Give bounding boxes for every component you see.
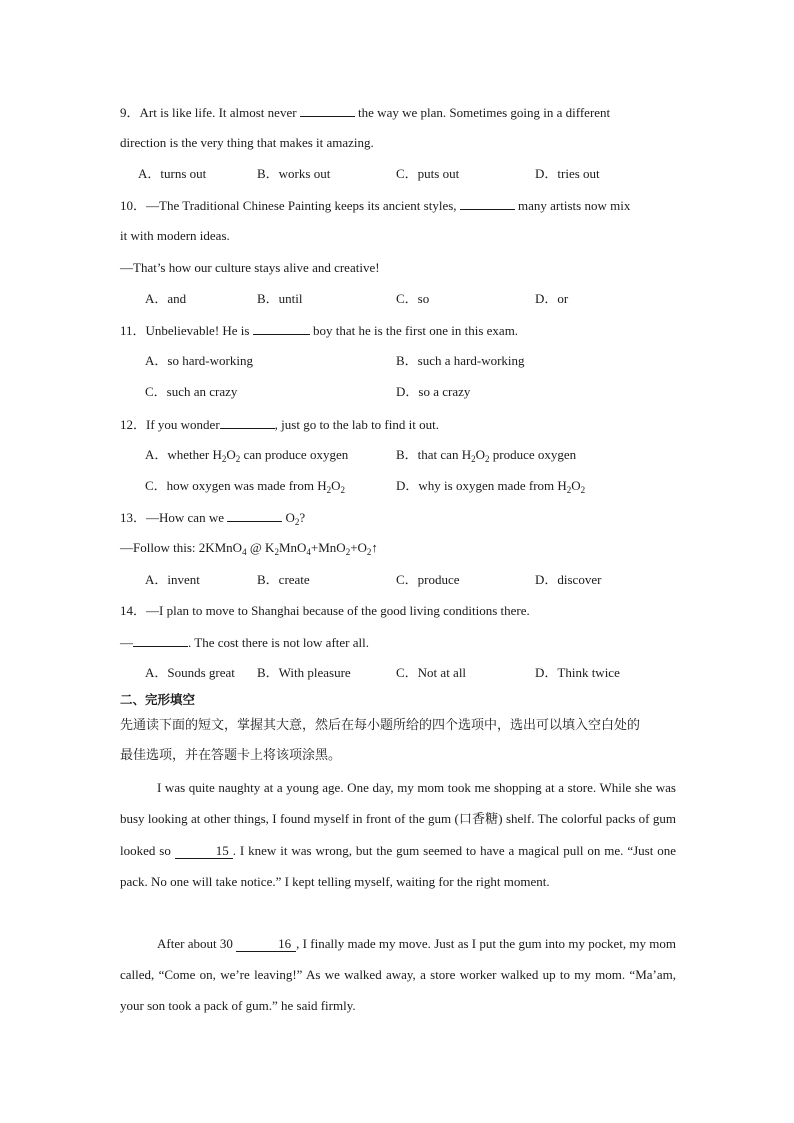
question-14-line2: — . The cost there is not low after all. bbox=[120, 635, 369, 650]
question-10-line3: —That’s how our culture stays alive and creative! bbox=[120, 260, 380, 275]
question-11-text: 11．Unbelievable! He is bbox=[120, 323, 253, 338]
passage-paragraph-1: I was quite naughty at a young age. One day, my mom took me shopping at a store. While she was busy looking at other things, I found myself in front of the gum (口香糖) shelf. The colorful packs of gum looked so 15 . I knew it was wrong, but the gum seemed to have a magical pull on me. “Just one pack. No one will take notice.” I kept telling myself, waiting for the right moment. bbox=[120, 780, 676, 889]
option-c: C．Not at all bbox=[396, 665, 467, 680]
answer-blank bbox=[227, 508, 282, 522]
option-d: D．why is oxygen made from $H_2O_2$ bbox=[396, 478, 586, 495]
answer-blank bbox=[220, 415, 275, 429]
question-10-text: 10．—The Traditional Chinese Painting keeps its ancient styles, bbox=[120, 198, 460, 213]
option-a: A．whether $H_2O_2$ can produce oxygen bbox=[145, 447, 349, 464]
question-9-text: 9．Art is like life. It almost never bbox=[120, 105, 300, 120]
option-d: D．tries out bbox=[535, 166, 600, 181]
option-b: B．With pleasure bbox=[257, 665, 351, 680]
question-11-line1 bbox=[120, 321, 518, 340]
option-a: A．Sounds great bbox=[145, 665, 235, 680]
question-10-text-cont: many artists now mix bbox=[514, 198, 631, 213]
option-d: D．so a crazy bbox=[396, 384, 471, 399]
option-c: C．how oxygen was made from $H_2O_2$ bbox=[145, 478, 345, 495]
question-12-text: 12．If you wonder bbox=[120, 417, 220, 432]
option-a: A．so hard-working bbox=[145, 353, 253, 368]
section-instructions-line1: 先通读下面的短文，掌握其大意，然后在每小题所给的四个选项中，选出可以填入空白处的 bbox=[120, 718, 641, 733]
question-9-text-cont: the way we plan. Sometimes going in a different bbox=[354, 105, 611, 120]
question-10-line1 bbox=[120, 196, 630, 215]
question-10-line2: it with modern ideas. bbox=[120, 228, 230, 243]
question-9-line1 bbox=[120, 103, 610, 122]
option-b: B．until bbox=[257, 291, 303, 306]
question-12-text-cont: , just go to the lab to find it out. bbox=[274, 417, 439, 432]
option-c: C．such an crazy bbox=[145, 384, 238, 399]
answer-blank bbox=[460, 196, 515, 210]
question-9-line2: direction is the very thing that makes it amazing. bbox=[120, 135, 374, 150]
question-11-text-cont: boy that he is the first one in this exam. bbox=[309, 323, 519, 338]
option-a: A．invent bbox=[145, 572, 200, 587]
question-13-line1: 13．—How can we $O_2$? bbox=[120, 510, 306, 527]
question-12-line1 bbox=[120, 415, 439, 434]
option-c: C．puts out bbox=[396, 166, 460, 181]
answer-blank bbox=[300, 103, 355, 117]
option-a: A．turns out bbox=[138, 166, 207, 181]
section-heading: 二、完形填空 bbox=[120, 692, 196, 707]
option-b: B．that can $H_2O_2$ produce oxygen bbox=[396, 447, 577, 464]
option-c: C．produce bbox=[396, 572, 460, 587]
section-instructions-line2: 最佳选项，并在答题卡上将该项涂黑。 bbox=[120, 748, 342, 763]
option-b: B．such a hard-working bbox=[396, 353, 525, 368]
passage-paragraph-2: After about 30 16 , I finally made my move. Just as I put the gum into my pocket, my mom called, “Come on, we’re leaving!” As we walked away, a store worker walked up to my mom. “Ma’am, your son took a pack of gum.” he said firmly. bbox=[120, 936, 676, 1013]
option-c: C．so bbox=[396, 291, 430, 306]
option-b: B．create bbox=[257, 572, 310, 587]
cloze-blank-15: 15 bbox=[175, 844, 233, 859]
question-13-text: 13．—How can we bbox=[120, 510, 228, 525]
option-d: D．Think twice bbox=[535, 665, 620, 680]
chemical-equation: —Follow this: 2KMnO$_4$ @ $K_2MnO_4+MnO_2+O_2↑$ bbox=[120, 540, 378, 557]
question-14-line1: 14．—I plan to move to Shanghai because of the good living conditions there. bbox=[120, 603, 530, 618]
answer-blank bbox=[133, 633, 188, 647]
option-a: A．and bbox=[145, 291, 187, 306]
option-b: B．works out bbox=[257, 166, 331, 181]
option-d: D．or bbox=[535, 291, 569, 306]
option-d: D．discover bbox=[535, 572, 602, 587]
answer-blank bbox=[253, 321, 310, 335]
cloze-blank-16: 16 bbox=[236, 937, 296, 952]
